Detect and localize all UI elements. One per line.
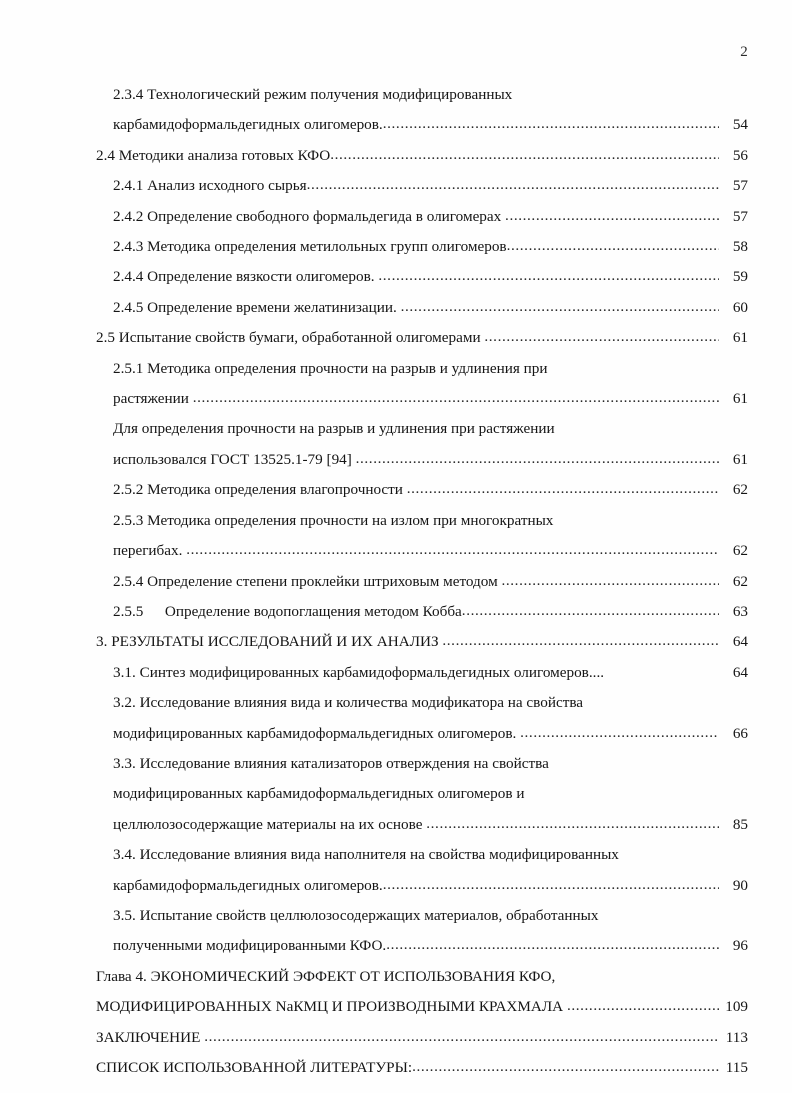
toc-page-number: 85 [732, 815, 748, 833]
toc-entry[interactable] [96, 141, 748, 171]
dot-leader [204, 1022, 719, 1052]
toc-entry-line-final [96, 992, 748, 1022]
toc-entry-line [96, 962, 748, 992]
dot-leader [567, 991, 719, 1021]
toc-entry[interactable] [96, 293, 748, 323]
toc-page-number: 61 [732, 390, 748, 408]
toc-entry-text: 2.5.1 Методика определения прочности на разрыв и удлинения при [113, 359, 548, 377]
toc-entry-line-final [96, 171, 748, 201]
toc-entry[interactable] [96, 202, 748, 232]
toc-entry-line-final [96, 810, 748, 840]
toc-entry-line-final [96, 1023, 748, 1053]
toc-entry-text: растяжении [113, 390, 193, 408]
toc-entry-text: модифицированных карбамидоформальдегидных олигомеров. [113, 724, 521, 742]
toc-entry-line-final [96, 597, 748, 627]
toc-entry[interactable] [96, 1053, 748, 1083]
toc-entry-text: 2.4.1 Анализ исходного сырья [113, 177, 307, 195]
toc-entry-number: 2.5.5 [113, 602, 144, 620]
toc-page-number: 62 [732, 542, 748, 560]
toc-entry-line-final [96, 445, 748, 475]
toc-entry[interactable] [96, 414, 748, 475]
toc-entry-line [96, 779, 748, 809]
toc-entry[interactable] [96, 962, 748, 1023]
toc-page-number: 66 [732, 724, 748, 742]
dot-leader [412, 1052, 719, 1082]
toc-entry[interactable] [96, 262, 748, 292]
toc-page-number: 59 [732, 268, 748, 286]
toc-entry-line [96, 354, 748, 384]
toc-entry[interactable] [96, 506, 748, 567]
toc-page-number: 64 [732, 663, 748, 681]
toc-page-number: 57 [732, 177, 748, 195]
toc-entry-line-final [96, 323, 748, 353]
table-of-contents [96, 80, 748, 1083]
toc-page-number: 113 [725, 1028, 748, 1046]
toc-entry[interactable] [96, 749, 748, 840]
toc-entry[interactable] [96, 901, 748, 962]
toc-page-number: 61 [732, 329, 748, 347]
toc-entry-text: полученными модифицированными КФО. [113, 937, 387, 955]
toc-entry[interactable] [96, 171, 748, 201]
toc-entry-line-final [96, 719, 748, 749]
toc-entry-text: 3.2. Исследование влияния вида и количества модификатора на свойства [113, 694, 584, 712]
toc-entry-text: 2.4.3 Методика определения метилольных групп олигомеров [113, 238, 507, 256]
toc-entry-line [96, 840, 748, 870]
toc-page-number: 60 [732, 298, 748, 316]
dot-leader [442, 626, 719, 656]
toc-entry-text: 3.3. Исследование влияния катализаторов отверждения на свойства [113, 754, 549, 772]
toc-page-number: 64 [732, 633, 748, 651]
toc-entry-text: Глава 4. ЭКОНОМИЧЕСКИЙ ЭФФЕКТ ОТ ИСПОЛЬЗОВАНИЯ КФО, [96, 967, 556, 985]
toc-page-number: 57 [732, 207, 748, 225]
toc-page-number: 90 [732, 876, 748, 894]
dot-leader [484, 322, 719, 352]
toc-page-number: 115 [725, 1059, 748, 1076]
toc-entry-text: Для определения прочности на разрыв и удлинения при растяжении [113, 420, 555, 438]
toc-entry[interactable] [96, 597, 748, 627]
toc-entry-text: 2.4.4 Определение вязкости олигомеров. [113, 268, 379, 286]
toc-entry-line [96, 688, 748, 718]
toc-entry-text: 2.4.5 Определение времени желатинизации. [113, 298, 401, 316]
dot-leader [401, 292, 719, 322]
toc-entry-line-final [96, 931, 748, 961]
toc-page-number: 62 [732, 572, 748, 590]
dot-leader [307, 170, 719, 200]
dot-leader [193, 383, 719, 413]
toc-entry-line-final [96, 475, 748, 505]
toc-entry-text: 3.4. Исследование влияния вида наполнителя на свойства модифицированных [113, 846, 619, 864]
toc-page-number: 61 [732, 450, 748, 468]
toc-entry-text: использовался ГОСТ 13525.1-79 [94] [113, 450, 356, 468]
toc-entry-line-final [96, 141, 748, 171]
toc-entry-text: 2.4 Методики анализа готовых КФО [96, 146, 331, 164]
toc-entry-text: целлюлозосодержащие материалы на их основе [113, 815, 427, 833]
toc-entry-text: 2.5.3 Методика определения прочности на излом при многократных [113, 511, 554, 529]
toc-entry-text: Определение водопоглащения методом Кобба [164, 602, 462, 620]
toc-entry-line-final [96, 627, 748, 657]
toc-entry-line-final [96, 110, 748, 140]
dot-leader [356, 444, 719, 474]
toc-entry[interactable] [96, 232, 748, 262]
toc-entry-text: МОДИФИЦИРОВАННЫХ NaКМЦ И ПРОИЗВОДНЫМИ КРАХМАЛА [96, 998, 567, 1016]
toc-entry-line-final [96, 567, 748, 597]
toc-page-number: 96 [732, 937, 748, 955]
toc-entry-line-final [96, 1053, 748, 1083]
toc-entry[interactable] [96, 354, 748, 415]
toc-entry-line-final [96, 658, 748, 688]
toc-entry-line-final [96, 202, 748, 232]
toc-page-number: 54 [732, 116, 748, 134]
toc-entry-line-final [96, 536, 748, 566]
toc-entry-text: 3.1. Синтез модифицированных карбамидоформальдегидных олигомеров.... [113, 663, 605, 681]
toc-entry-line-final [96, 262, 748, 292]
toc-entry[interactable] [96, 840, 748, 901]
toc-entry-text: 2.3.4 Технологический режим получения модифицированных [113, 86, 513, 103]
toc-entry[interactable] [96, 688, 748, 749]
toc-entry[interactable] [96, 475, 748, 505]
toc-entry-text: СПИСОК ИСПОЛЬЗОВАННОЙ ЛИТЕРАТУРЫ: [96, 1059, 413, 1076]
toc-entry-text: перегибах. [113, 542, 187, 560]
toc-entry-text: 3. РЕЗУЛЬТАТЫ ИССЛЕДОВАНИЙ И ИХ АНАЛИЗ [96, 633, 443, 651]
toc-entry-text: 2.5.2 Методика определения влагопрочности [113, 481, 407, 499]
toc-entry[interactable] [96, 1023, 748, 1053]
dot-leader [462, 596, 719, 626]
toc-entry-line-final [96, 293, 748, 323]
dot-leader [407, 474, 719, 504]
toc-entry[interactable] [96, 627, 748, 657]
toc-entry-text: 2.4.2 Определение свободного формальдегида в олигомерах [113, 207, 506, 225]
page-number: 2 [740, 44, 748, 60]
dot-leader [383, 870, 719, 900]
toc-entry-line-final [96, 871, 748, 901]
toc-page-number: 58 [732, 238, 748, 256]
toc-entry-text: ЗАКЛЮЧЕНИЕ [96, 1028, 205, 1046]
toc-entry-text: 3.5. Испытание свойств целлюлозосодержащих материалов, обработанных [113, 906, 599, 924]
toc-entry-text: 2.5.4 Определение степени проклейки штриховым методом [113, 572, 502, 590]
dot-leader [330, 140, 719, 170]
toc-entry-text: 2.5 Испытание свойств бумаги, обработанной олигомерами [96, 329, 485, 347]
toc-entry-text: карбамидоформальдегидных олигомеров. [113, 116, 383, 134]
toc-entry[interactable] [96, 567, 748, 597]
toc-page-number: 109 [725, 998, 748, 1016]
toc-entry-text: модифицированных карбамидоформальдегидных олигомеров и [113, 785, 525, 803]
dot-leader [426, 809, 719, 839]
toc-entry[interactable] [96, 80, 748, 141]
dot-leader [505, 201, 719, 231]
toc-entry-line [96, 506, 748, 536]
toc-entry[interactable] [96, 658, 748, 688]
toc-entry-line-final [96, 232, 748, 262]
dot-leader [386, 930, 719, 960]
toc-entry-line [96, 749, 748, 779]
dot-leader [186, 535, 719, 565]
toc-entry-line-final [96, 384, 748, 414]
toc-entry-line [96, 80, 748, 110]
dot-leader [501, 566, 719, 596]
dot-leader [507, 231, 719, 261]
dot-leader [378, 261, 719, 291]
toc-page-number: 56 [732, 146, 748, 164]
toc-entry-text: карбамидоформальдегидных олигомеров. [113, 876, 383, 894]
dot-leader [520, 718, 719, 748]
toc-entry[interactable] [96, 323, 748, 353]
toc-page-number: 63 [732, 602, 748, 620]
toc-entry-line [96, 901, 748, 931]
toc-page-number: 62 [732, 481, 748, 499]
dot-leader [383, 109, 719, 139]
toc-entry-line [96, 414, 748, 444]
